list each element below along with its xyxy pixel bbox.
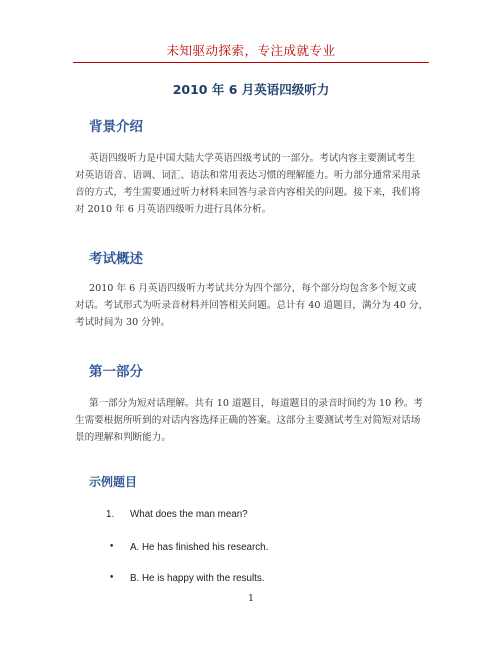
question-text: What does the man mean? [130,509,248,520]
paragraph-line: 景的理解和判断能力。 [75,432,171,443]
bullet-icon: • [109,542,115,552]
header-divider [73,62,429,63]
bullet-icon: • [109,573,115,583]
paragraph-line: 对话。考试形式为听录音材料并回答相关问题。总计有 40 道题目，满分为 40 分， [75,300,429,311]
paragraph-line: 对 2010 年 6 月英语四级听力进行具体分析。 [75,204,272,215]
paragraph-line: 音的方式，考生需要通过听力材料来回答与录音内容相关的问题。接下来，我们将 [75,187,421,198]
section-heading-background: 背景介绍 [89,119,143,135]
paragraph-background [75,150,437,218]
answer-option: B. He is happy with the results. [130,573,265,584]
paragraph-part1 [75,395,437,446]
answer-option: A. He has finished his research. [130,542,269,553]
paragraph-line: 对英语语音、语调、词汇、语法和常用表达习惯的理解能力。听力部分通常采用录 [75,170,421,181]
paragraph-line: 2010 年 6 月英语四级听力考试共分为四个部分，每个部分均包含多个短文或 [89,283,417,294]
paragraph-overview [75,280,437,331]
paragraph-line: 生需要根据所听到的对话内容选择正确的答案。这部分主要测试考生对简短对话场 [75,415,421,426]
document-header: 未知驱动探索，专注成就专业 [166,43,336,58]
page-number: 1 [247,593,255,604]
section-heading-overview: 考试概述 [89,251,143,267]
document-title: 2010 年 6 月英语四级听力 [172,82,330,97]
paragraph-line: 英语四级听力是中国大陆大学英语四级考试的一部分。考试内容主要测试考生 [89,153,416,164]
question-number: 1. [106,509,115,520]
section-heading-part1: 第一部分 [89,364,143,380]
paragraph-line: 第一部分为短对话理解。共有 10 道题目，每道题目的录音时间约为 10 秒。考 [89,398,424,409]
section-heading-example: 示例题目 [89,475,138,489]
paragraph-line: 考试时间为 30 分钟。 [75,317,171,328]
